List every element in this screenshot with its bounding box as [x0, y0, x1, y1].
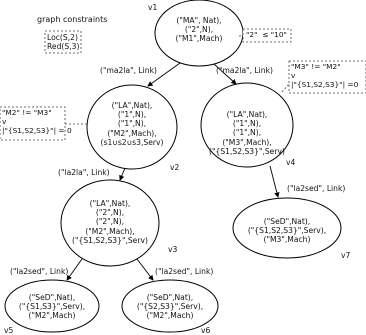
edge-v3-v6 [137, 259, 153, 280]
node-v3-text: ("LA",Nat), ("2",N), ("2",N), ("M2",Mach), ("{S1,S2,S3}",Serv) [72, 199, 148, 245]
node-v2-label: v2 [170, 163, 180, 172]
node-v7-label: v7 [341, 251, 351, 260]
edge-label-v1-v4: ("ma2la", Link) [216, 66, 273, 75]
annotation-v2: "M2" != "M3" v |"{S1,S2,S3}"| = 0 [2, 108, 72, 135]
constraint-red: Red(S,3) [47, 42, 80, 51]
connector-v4-annotation [282, 84, 289, 92]
annotation-v4: "M3" != "M2" v |"{S1,S2,S3}"| =0 [291, 62, 359, 89]
edge-v4-v7 [270, 166, 278, 197]
annotation-v1: "2" ≤ "10" [246, 30, 287, 39]
graph-constraints-title: graph constraints [37, 15, 108, 24]
edge-v3-v5 [67, 259, 82, 280]
constraint-loc: Loc(S,2) [47, 33, 78, 42]
edge-label-v2-v3: ("la2la", Link) [58, 168, 110, 177]
node-v1-label: v1 [148, 3, 158, 12]
node-v1-text: ("MA", Nat), ("2",N), ("M1",Mach) [175, 16, 223, 44]
node-v6-label: v6 [201, 326, 211, 335]
node-v7-text: ("SeD",Nat), ("{S1,S2,S3}",Serv), ("M3",Mach) [247, 217, 327, 245]
edge-label-v3-v6: ("la2sed", Link) [155, 267, 214, 276]
node-v4-label: v4 [286, 158, 296, 167]
node-v6-text: ("SeD",Nat), ("{S2,S3}",Serv), ("M2",Mach) [136, 293, 204, 321]
node-v4-text: ("LA",Nat), ("1",N), ("1",N), ("M3",Mach), ("{S1,S2,S3}",Serv) [209, 110, 285, 156]
node-v5-text: ("SeD",Nat), ("{S1,S3}",Serv), ("M2",Mach) [18, 293, 86, 321]
edge-label-v1-v2: ("ma2la", Link) [100, 66, 157, 75]
edge-label-v3-v5: ("la2sed", Link) [10, 267, 69, 276]
edge-label-v4-v7: ("la2sed", Link) [287, 184, 346, 193]
node-v2-text: ("LA",Nat), ("1",N), ("1",N), ("M2",Mach), (s1∪s2∪s3,Serv) [100, 101, 164, 147]
node-v5-label: v5 [4, 326, 14, 335]
edge-v2-v3 [120, 168, 125, 180]
node-v3-label: v3 [168, 245, 178, 254]
